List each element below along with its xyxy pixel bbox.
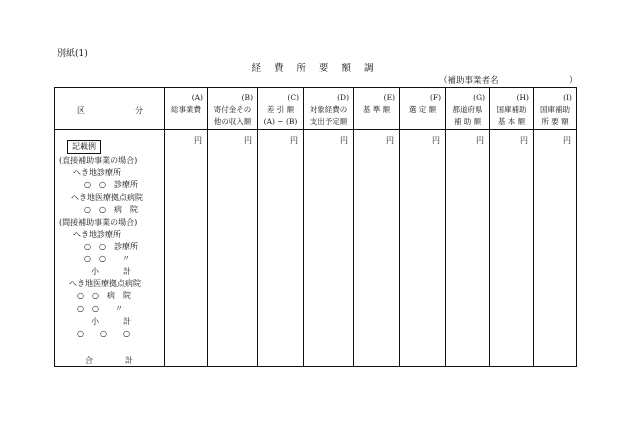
column-label-line: 国庫補助	[496, 105, 527, 114]
column-code: (H)	[516, 93, 529, 102]
column-label-line: 選 定 額	[408, 105, 437, 114]
column-code: (E)	[383, 93, 395, 102]
amount-cell	[446, 130, 490, 367]
expense-table	[54, 87, 577, 367]
kubun-row: ○ ○ 病 院	[84, 205, 138, 214]
column-code: (G)	[473, 93, 485, 102]
column-label-line: 総事業費	[171, 105, 201, 114]
column-header-8	[490, 88, 534, 130]
column-code: (I)	[563, 93, 572, 102]
unit-label: 円	[290, 136, 298, 145]
column-code: (B)	[241, 93, 253, 102]
amount-cell	[400, 130, 446, 367]
column-label-line: 基 準 額	[362, 105, 391, 114]
column-label-line: 対象経費の	[309, 105, 348, 114]
column-label-line: 補 助 額	[453, 117, 482, 126]
column-header-9	[534, 88, 577, 130]
unit-label: 円	[244, 136, 252, 145]
amount-cell	[258, 130, 304, 367]
column-header-6	[400, 88, 446, 130]
kubun-cell	[55, 130, 165, 367]
kubun-row: 小 計	[91, 267, 131, 276]
column-header-5	[354, 88, 400, 130]
unit-label: 円	[386, 136, 394, 145]
kubun-row: へき地医療拠点病院	[69, 279, 141, 288]
column-label-line: 基 本 額	[497, 117, 526, 126]
amount-cell	[354, 130, 400, 367]
amount-cell	[534, 130, 577, 367]
unit-label: 円	[194, 136, 202, 145]
kubun-row: ○ ○ ○	[77, 329, 130, 338]
column-label-line: 国庫補助	[540, 105, 570, 114]
column-header-4	[304, 88, 354, 130]
kubun-row: へき地診療所	[73, 230, 121, 239]
kubun-header-char-2: 分	[135, 106, 143, 115]
unit-label: 円	[476, 136, 484, 145]
column-label-line: 支出予定額	[309, 117, 348, 126]
amount-cell	[208, 130, 258, 367]
kubun-row: 小 計	[91, 317, 131, 326]
document-title: 経 費 所 要 額 調	[251, 63, 379, 74]
amount-cell	[304, 130, 354, 367]
unit-label: 円	[520, 136, 528, 145]
column-code: (A)	[191, 93, 203, 102]
kubun-row: ○ ○ 病 院	[77, 291, 131, 300]
kubun-row: へき地診療所	[73, 168, 121, 177]
kubun-row: (間接補助事業の場合)	[59, 218, 138, 227]
amount-cell	[490, 130, 534, 367]
kubun-header	[55, 88, 165, 130]
kubun-header-char-1: 区	[77, 106, 85, 115]
applicant-name-close: ）	[569, 76, 578, 86]
column-label-line: 所 要 額	[541, 117, 569, 126]
column-code: (D)	[337, 93, 349, 102]
kubun-row: ○ ○ 診療所	[84, 180, 138, 189]
kisai-rei-box: 記載例	[67, 140, 101, 154]
header-row	[55, 88, 577, 130]
document-label: 別紙(1)	[57, 49, 88, 59]
body-row	[55, 130, 577, 367]
kubun-row: (直接補助事業の場合)	[59, 156, 138, 165]
column-header-1	[165, 88, 208, 130]
column-label-line: 都道府県	[452, 105, 483, 114]
unit-label: 円	[432, 136, 440, 145]
column-label-line: 他の収入額	[213, 117, 252, 126]
applicant-name-field: （補助事業者名	[439, 76, 499, 86]
column-header-7	[446, 88, 490, 130]
kubun-row: ○ ○ 〃	[84, 254, 130, 263]
amount-cell	[165, 130, 208, 367]
unit-label: 円	[563, 136, 571, 145]
kubun-row: へき地医療拠点病院	[71, 193, 143, 202]
column-header-2	[208, 88, 258, 130]
kubun-row: 合 計	[85, 356, 133, 365]
column-code: (C)	[287, 93, 299, 102]
column-label-line: 寄付金その	[213, 105, 252, 114]
column-label-line: (A) − (B)	[263, 117, 298, 126]
column-code: (F)	[429, 93, 441, 102]
column-label-line: 差 引 額	[266, 105, 295, 114]
kubun-row: ○ ○ 〃	[77, 304, 123, 313]
kubun-row: ○ ○ 診療所	[84, 242, 138, 251]
column-header-3	[258, 88, 304, 130]
unit-label: 円	[340, 136, 348, 145]
